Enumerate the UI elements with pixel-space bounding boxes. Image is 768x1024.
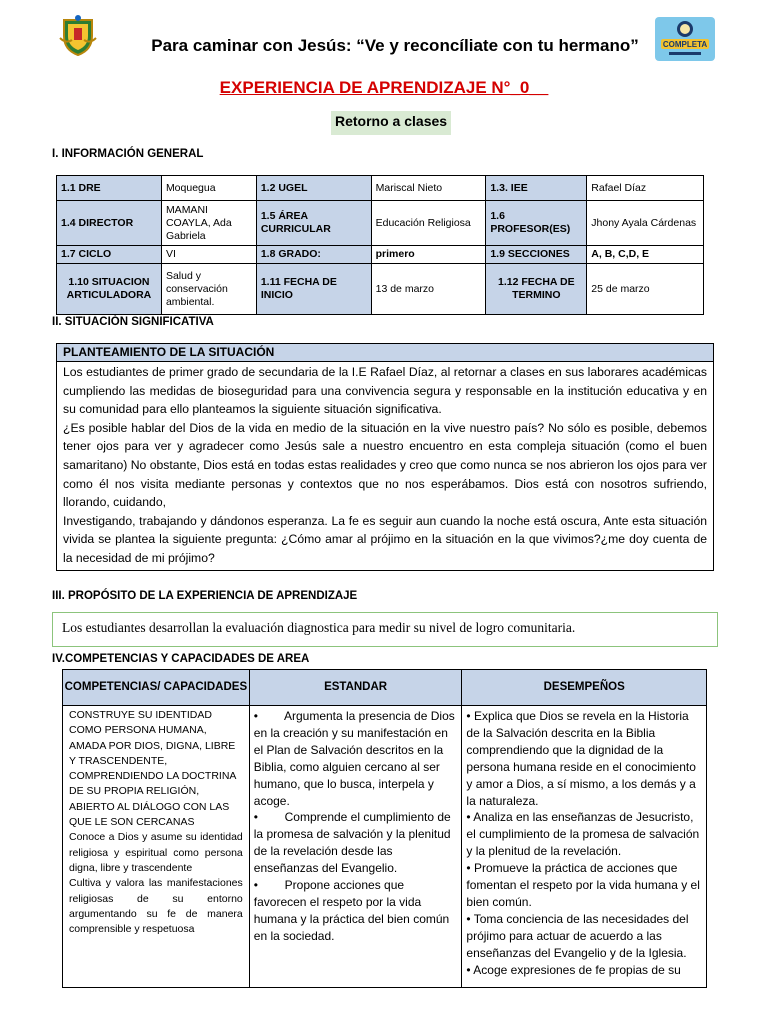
table-row [63,706,707,988]
situacion-label: 1.10 SITUACION ARTICULADORA [57,264,162,315]
desempeno-item: • Toma conciencia de las necesidades del prójimo para actuar de acuerdo a las enseñanzas del Evangelio y de la Iglesia. [466,911,689,960]
area-label: 1.5 ÁREA CURRICULAR [256,201,371,246]
estandar-item: • Propone acciones que favorecen el respeto por la vida humana y la práctica del bien común en la sociedad. [253,878,453,943]
dre-value: Moquegua [161,176,256,201]
table-row [57,246,704,264]
secciones-value: A, B, C,D, E [587,246,704,264]
ugel-value: Mariscal Nieto [371,176,486,201]
situation-paragraph: ¿Es posible hablar del Dios de la vida en medio de la situación en la vive nuestro país? No sólo es posible, debemos tener ojos para ver y agradecer como Jesús sale a nuestro encuentro en esta compleja situación (como el buen samaritano) No obstante, Dios está en todas estas realidades y creo que como nunca se nos abrieron los ojos para ver como él nos visita mediante personas y contextos que no nos esperábamos. Dios está con nosotros sufriendo, llorando, cuidando, [63,420,707,510]
competencia-title: CONSTRUYE SU IDENTIDAD COMO PERSONA HUMANA, AMADA POR DIOS, DIGNA, LIBRE Y TRASCENDENTE, COMPRENDIENDO LA DOCTRINA DE SU PROPIA RELIGIÓN, ABIERTO AL DIÁLOGO CON LAS QUE LE SON CERCANAS [69,709,236,829]
iee-label: 1.3. IEE [486,176,587,201]
situacion-value: Salud y conservación ambiental. [161,264,256,315]
desempenos-cell [462,706,707,988]
competencias-cell [63,706,250,988]
capacidad-item: Conoce a Dios y asume su identidad religiosa y espiritual como persona digna, libre y trascendente [69,831,243,874]
section-competencies-heading: IV.COMPETENCIAS Y CAPACIDADES DE AREA [52,653,310,665]
profesor-label: 1.6 PROFESOR(ES) [486,201,587,246]
table-row [57,201,704,246]
estandar-cell [249,706,462,988]
grado-label: 1.8 GRADO: [256,246,371,264]
estandar-item: • Comprende el cumplimiento de la promesa de salvación y la plenitud de la revelación desde las enseñanzas del Evangelio. [253,810,455,876]
fecha-termino-value: 25 de marzo [587,264,704,315]
col-header-estandar: ESTANDAR [249,670,462,706]
main-title: Para caminar con Jesús: “Ve y reconcíliate con tu hermano” [151,36,639,55]
experience-subtitle: Retorno a clases [331,111,451,135]
general-info-table [56,175,704,315]
fecha-inicio-label: 1.11 FECHA DE INICIO [256,264,371,315]
secciones-label: 1.9 SECCIONES [486,246,587,264]
estandar-item: • Argumenta la presencia de Dios en la creación y su manifestación en el Plan de Salvación descritos en la Biblia, como alguien cercano al ser humano, que lo busca, interpela y acoge. [253,709,459,808]
col-header-desempenos: DESEMPEÑOS [462,670,707,706]
section-purpose-heading: III. PROPÓSITO DE LA EXPERIENCIA DE APRENDIZAJE [52,590,358,602]
fecha-termino-label: 1.12 FECHA DE TERMINO [486,264,587,315]
situation-paragraph: Los estudiantes de primer grado de secundaria de la I.E Rafael Díaz, al retornar a clases en sus laborares académicas cumpliendo las medidas de bioseguridad para una convivencia segura y responsable en la institución educativa y en su comunidad para ello planteamos la siguiente situación significativa. [63,365,707,417]
dre-label: 1.1 DRE [57,176,162,201]
school-crest-icon [58,14,98,56]
table-row [57,264,704,315]
desempeno-item: • Analiza en las enseñanzas de Jesucristo, el cumplimiento de la promesa de salvación y la plenitud de la revelación. [466,810,700,859]
section-general-info-heading: I. INFORMACIÓN GENERAL [52,148,204,160]
logo-text: COMPLETA [662,40,708,49]
desempeno-item: • Acoge expresiones de fe propias de su [466,962,681,977]
col-header-competencias: COMPETENCIAS/ CAPACIDADES [63,670,250,706]
situation-box [56,343,714,571]
purpose-box: Los estudiantes desarrollan la evaluación diagnostica para medir su nivel de logro comunitaria. [52,612,718,647]
director-label: 1.4 DIRECTOR [57,201,162,246]
desempeno-item: • Explica que Dios se revela en la Historia de la Salvación descrita en la Biblia comprendiendo que la dignidad de la persona humana reside en el conocimiento y amor a Dios, a sí mismo, a los demás y a la naturaleza. [466,709,696,808]
ciclo-label: 1.7 CICLO [57,246,162,264]
desempeno-item: • Promueve la práctica de acciones que fomentan el respeto por la vida humana y el bien común. [466,861,700,909]
competencies-table [62,669,707,988]
situation-box-title: PLANTEAMIENTO DE LA SITUACIÓN [57,344,713,362]
section-situation-heading: II. SITUACIÓN SIGNIFICATIVA [52,316,214,328]
ugel-label: 1.2 UGEL [256,176,371,201]
ciclo-value: VI [161,246,256,264]
fecha-inicio-value: 13 de marzo [371,264,486,315]
document-header [0,0,768,70]
area-value: Educación Religiosa [371,201,486,246]
table-row [57,176,704,201]
experience-title: EXPERIENCIA DE APRENDIZAJE N°_0__ [219,78,549,97]
capacidad-item: Cultiva y valora las manifestaciones religiosas de su entorno argumentando su fe de manera comprensible y respetuosa [69,877,243,936]
situation-body [57,362,713,570]
jornada-completa-logo [655,17,715,61]
situation-paragraph: Investigando, trabajando y dándonos esperanza. La fe es seguir aun cuando la noche está oscura, Ante esta situación vivida se plantea la siguiente pregunta: ¿Cómo amar al prójimo en la situación en la que vivimos?¿me doy cuenta de la necesidad de mi prójimo? [63,513,707,565]
iee-value: Rafael Díaz [587,176,704,201]
grado-value: primero [371,246,486,264]
profesor-value: Jhony Ayala Cárdenas [587,201,704,246]
table-header-row [63,670,707,706]
director-value: MAMANI COAYLA, Ada Gabriela [161,201,256,246]
